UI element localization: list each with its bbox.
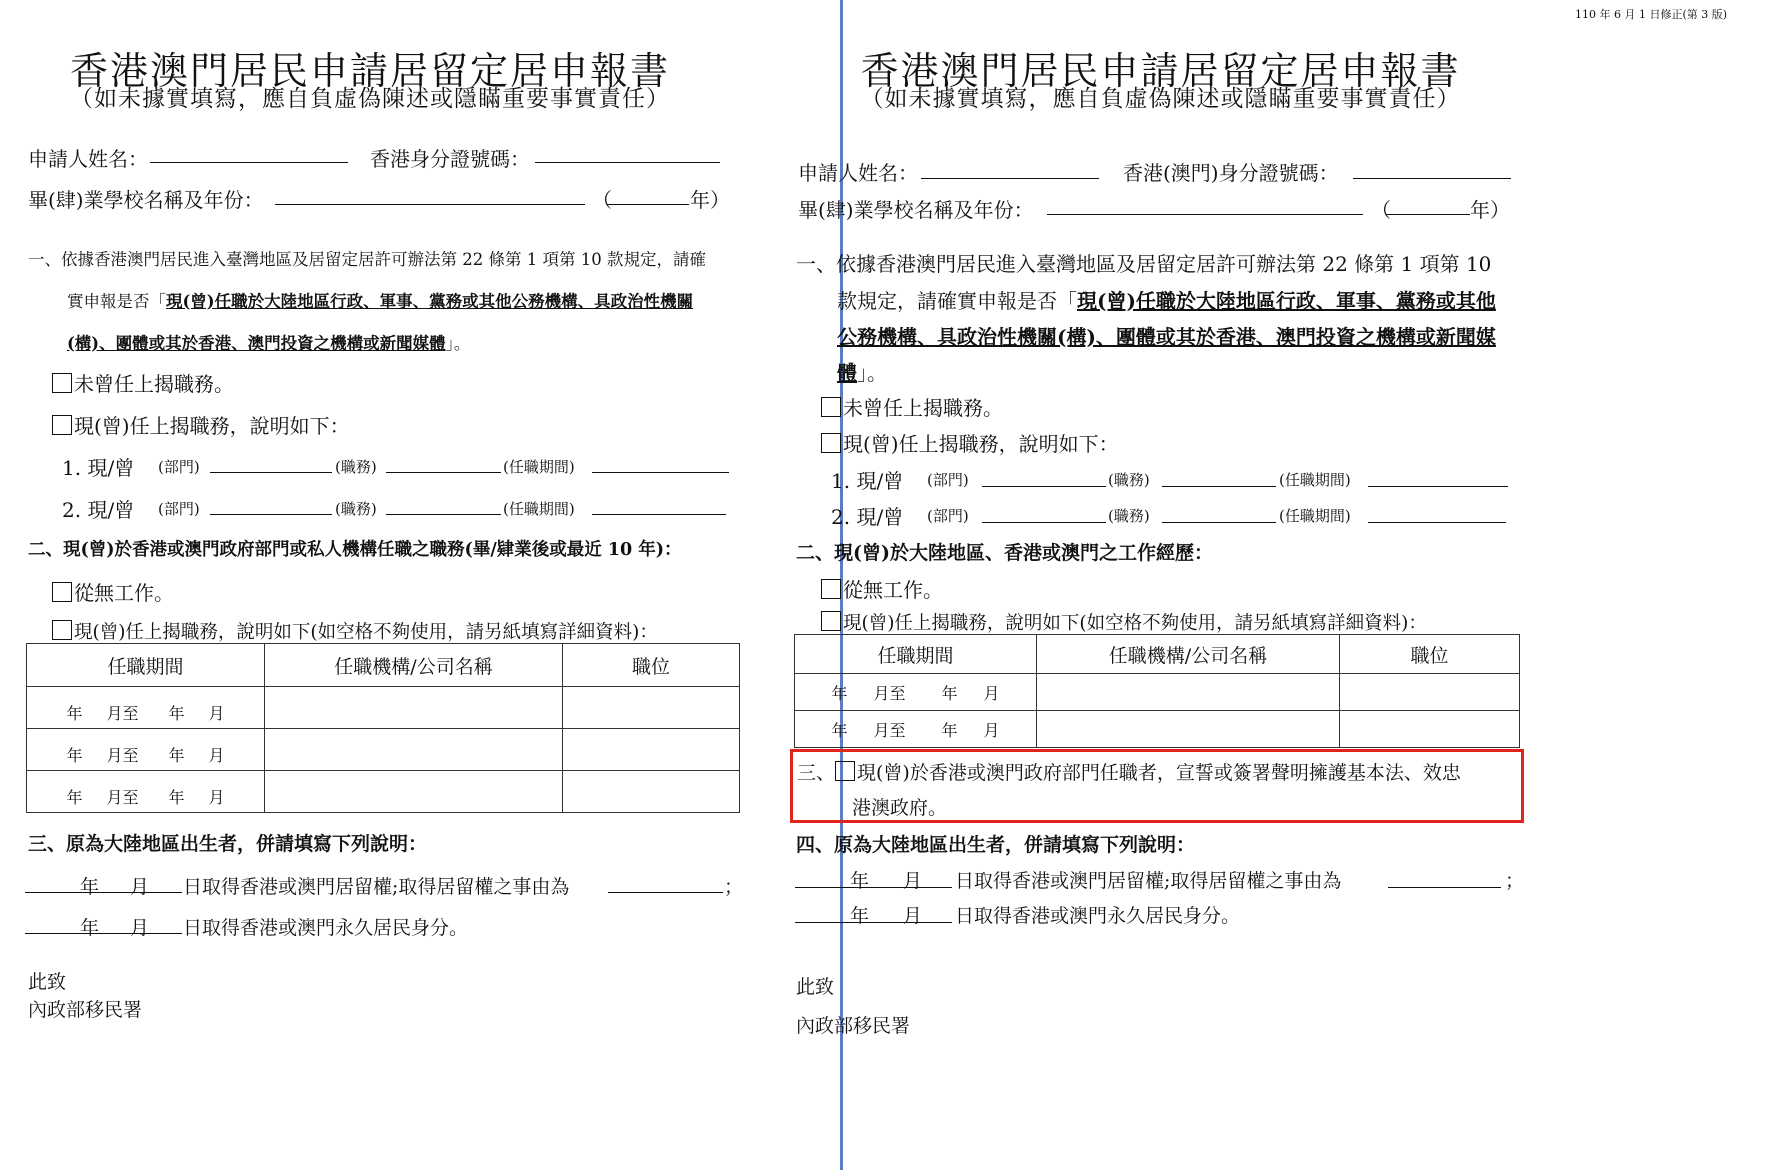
dept-field-1[interactable] [982, 486, 1106, 487]
month-label: 月 [130, 876, 150, 898]
r-position-row-1: 1. 現/曾 [831, 469, 904, 493]
month-label: 月 [130, 917, 150, 939]
school-label: 畢(肆)業學校名稱及年份： [28, 188, 264, 212]
position-field-1[interactable] [386, 472, 501, 473]
position-label-1: (職務) [1108, 471, 1150, 489]
school-year-close: 年） [690, 188, 730, 212]
checkbox-no-work[interactable] [821, 579, 841, 599]
s2-option-current: 現(曾)任上揭職務，說明如下(如空格不夠使用，請另紙填寫詳細資料)： [52, 618, 658, 644]
position-label-1: (職務) [335, 458, 377, 476]
position-cell[interactable] [563, 729, 740, 771]
option-current: 現(曾)任上揭職務，說明如下： [52, 410, 350, 439]
year-label: 年 [850, 905, 870, 927]
checkbox-current[interactable] [52, 415, 72, 435]
period-label-2: (任職期間) [1279, 507, 1351, 525]
recipient-agency: 內政部移民署 [28, 999, 143, 1021]
position-cell[interactable] [1340, 674, 1520, 711]
school-name-field[interactable] [275, 204, 585, 205]
table-row [795, 711, 1520, 748]
id-number-field[interactable] [535, 162, 720, 163]
r-section3-line1: 三、 現(曾)於香港或澳門政府部門任職者，宣誓或簽署聲明擁護基本法、效忠 [797, 762, 1461, 784]
period-cell[interactable]: 年 月至 年 月 [27, 687, 265, 729]
position-cell[interactable] [1340, 711, 1520, 748]
header-company: 任職機構/公司名稱 [1037, 635, 1340, 674]
table-row [27, 729, 740, 771]
position-label-2: (職務) [1108, 507, 1150, 525]
checkbox-work-history[interactable] [52, 620, 72, 640]
company-cell[interactable] [1037, 711, 1340, 748]
r-section3-line2: 港澳政府。 [852, 797, 948, 819]
r-section1-line3: 公務機構、具政治性機關(構)、團體或其於香港、澳門投資之機構或新聞媒 [837, 325, 1496, 349]
r-section1-line2: 款規定，請確實申報是否「現(曾)任職於大陸地區行政、軍事、黨務或其他 [837, 289, 1496, 313]
school-year-field[interactable] [607, 204, 689, 205]
company-cell[interactable] [265, 729, 563, 771]
residence-reason-field[interactable] [608, 892, 723, 893]
section3-title: 三、原為大陸地區出生者，併請填寫下列說明： [28, 833, 428, 855]
checkbox-never[interactable] [821, 397, 841, 417]
residence-right-text: 日取得香港或澳門居留權;取得居留權之事由為 [183, 876, 570, 898]
checkbox-work-history[interactable] [821, 611, 841, 631]
applicant-name-label: 申請人姓名： [28, 147, 148, 171]
revision-note: 110 年 6 月 1 日修正(第 3 版) [1575, 8, 1728, 21]
header-company: 任職機構/公司名稱 [265, 644, 563, 687]
position-cell[interactable] [563, 687, 740, 729]
month-label: 月 [903, 905, 923, 927]
dept-field-1[interactable] [210, 472, 332, 473]
form-page-old [0, 0, 840, 1170]
company-cell[interactable] [1037, 674, 1340, 711]
applicant-name-field[interactable] [921, 178, 1099, 179]
month-label: 月 [903, 870, 923, 892]
company-cell[interactable] [265, 771, 563, 813]
period-cell[interactable]: 年 月至 年 月 [795, 711, 1037, 748]
r-option-current: 現(曾)任上揭職務，說明如下： [821, 428, 1119, 457]
school-year-open: （ [1371, 198, 1391, 222]
header-period: 任職期間 [795, 635, 1037, 674]
period-cell[interactable]: 年 月至 年 月 [795, 674, 1037, 711]
year-label: 年 [850, 870, 870, 892]
section2-title: 二、現(曾)於香港或澳門政府部門或私人機構任職之職務(畢/肄業後或最近 10 年)： [28, 540, 682, 560]
r-work-history-table [794, 634, 1520, 748]
school-year-close: 年） [1470, 198, 1510, 222]
recipient-agency: 內政部移民署 [796, 1015, 911, 1037]
dept-label-1: (部門) [158, 458, 200, 476]
id-number-field[interactable] [1353, 178, 1511, 179]
period-label-1: (任職期間) [503, 458, 575, 476]
dept-field-2[interactable] [210, 514, 332, 515]
r-option-never: 未曾任上揭職務。 [821, 392, 1003, 421]
line-end: ； [1505, 870, 1525, 892]
option-never: 未曾任上揭職務。 [52, 368, 234, 397]
table-row [27, 771, 740, 813]
r-section1-line1: 一、依據香港澳門居民進入臺灣地區及居留定居許可辦法第 22 條第 1 項第 10 [796, 252, 1492, 276]
r-position-row-2: 2. 現/曾 [831, 505, 904, 529]
id-number-label: 香港身分證號碼： [370, 147, 530, 171]
checkbox-never[interactable] [52, 373, 72, 393]
residence-date-field[interactable] [795, 887, 952, 888]
salutation: 此致 [28, 971, 67, 993]
school-label: 畢(肆)業學校名稱及年份： [798, 198, 1034, 222]
section1-line1: 一、依據香港澳門居民進入臺灣地區及居留定居許可辦法第 22 條第 1 項第 10 款規定，請確 [28, 250, 706, 269]
section1-emphasis: 現(曾)任職於大陸地區行政、軍事、黨務或其他公務機構、具政治性機關 [166, 292, 694, 311]
work-history-table [26, 643, 740, 813]
line-end: ； [724, 876, 744, 898]
period-label-2: (任職期間) [503, 500, 575, 518]
header-period: 任職期間 [27, 644, 265, 687]
dept-field-2[interactable] [982, 522, 1106, 523]
permanent-date-field[interactable] [25, 933, 182, 934]
school-name-field[interactable] [1047, 214, 1363, 215]
header-position: 職位 [563, 644, 740, 687]
form-title: 香港澳門居民申請居留定居申報書 [860, 49, 1461, 93]
table-header-row [795, 635, 1520, 674]
salutation: 此致 [796, 976, 835, 998]
position-field-2[interactable] [386, 514, 501, 515]
company-cell[interactable] [265, 687, 563, 729]
school-year-field[interactable] [1386, 214, 1470, 215]
position-field-1[interactable] [1162, 486, 1276, 487]
period-field-2[interactable] [1368, 522, 1506, 523]
year-label: 年 [80, 917, 100, 939]
dept-label-2: (部門) [927, 507, 969, 525]
id-number-label: 香港(澳門)身分證號碼： [1123, 161, 1339, 185]
applicant-name-label: 申請人姓名： [798, 161, 918, 185]
residence-right-text: 日取得香港或澳門居留權;取得居留權之事由為 [955, 870, 1342, 892]
permanent-resident-text: 日取得香港或澳門永久居民身分。 [183, 917, 469, 939]
permanent-resident-text: 日取得香港或澳門永久居民身分。 [955, 905, 1241, 927]
r-section4-title: 四、原為大陸地區出生者，併請填寫下列說明： [796, 834, 1196, 856]
checkbox-no-work[interactable] [52, 582, 72, 602]
form-title: 香港澳門居民申請居留定居申報書 [69, 49, 670, 93]
checkbox-current[interactable] [821, 433, 841, 453]
year-label: 年 [80, 876, 100, 898]
residence-reason-field[interactable] [1388, 887, 1501, 888]
period-field-1[interactable] [1368, 486, 1508, 487]
permanent-date-field[interactable] [795, 922, 952, 923]
header-position: 職位 [1340, 635, 1520, 674]
table-header-row [27, 644, 740, 687]
dept-label-2: (部門) [158, 500, 200, 518]
period-field-1[interactable] [592, 472, 729, 473]
position-row-1: 1. 現/曾 [62, 456, 135, 480]
table-row [795, 674, 1520, 711]
table-row [27, 687, 740, 729]
period-cell[interactable]: 年 月至 年 月 [27, 771, 265, 813]
checkbox-oath[interactable] [835, 761, 855, 781]
period-label-1: (任職期間) [1279, 471, 1351, 489]
position-label-2: (職務) [335, 500, 377, 518]
r-s2-option-none: 從無工作。 [821, 574, 943, 603]
residence-date-field[interactable] [25, 892, 182, 893]
r-s2-option-current: 現(曾)任上揭職務，說明如下(如空格不夠使用，請另紙填寫詳細資料)： [821, 609, 1427, 635]
school-year-open: （ [592, 188, 612, 212]
form-subtitle: （如未據實填寫，應自負虛偽陳述或隱瞞重要事實責任） [860, 86, 1461, 112]
r-section1-line4: 體」。 [837, 361, 887, 385]
section1-line2: 實申報是否「現(曾)任職於大陸地區行政、軍事、黨務或其他公務機構、具政治性機關 [67, 292, 694, 311]
applicant-name-field[interactable] [150, 162, 348, 163]
position-cell[interactable] [563, 771, 740, 813]
period-field-2[interactable] [592, 514, 726, 515]
position-row-2: 2. 現/曾 [62, 498, 135, 522]
form-subtitle: （如未據實填寫，應自負虛偽陳述或隱瞞重要事實責任） [70, 86, 670, 112]
dept-label-1: (部門) [927, 471, 969, 489]
section1-line3: (構)、團體或其於香港、澳門投資之機構或新聞媒體」。 [67, 334, 471, 353]
period-cell[interactable]: 年 月至 年 月 [27, 729, 265, 771]
s2-option-none: 從無工作。 [52, 577, 174, 606]
position-field-2[interactable] [1162, 522, 1276, 523]
r-section2-title: 二、現(曾)於大陸地區、香港或澳門之工作經歷： [796, 542, 1213, 564]
